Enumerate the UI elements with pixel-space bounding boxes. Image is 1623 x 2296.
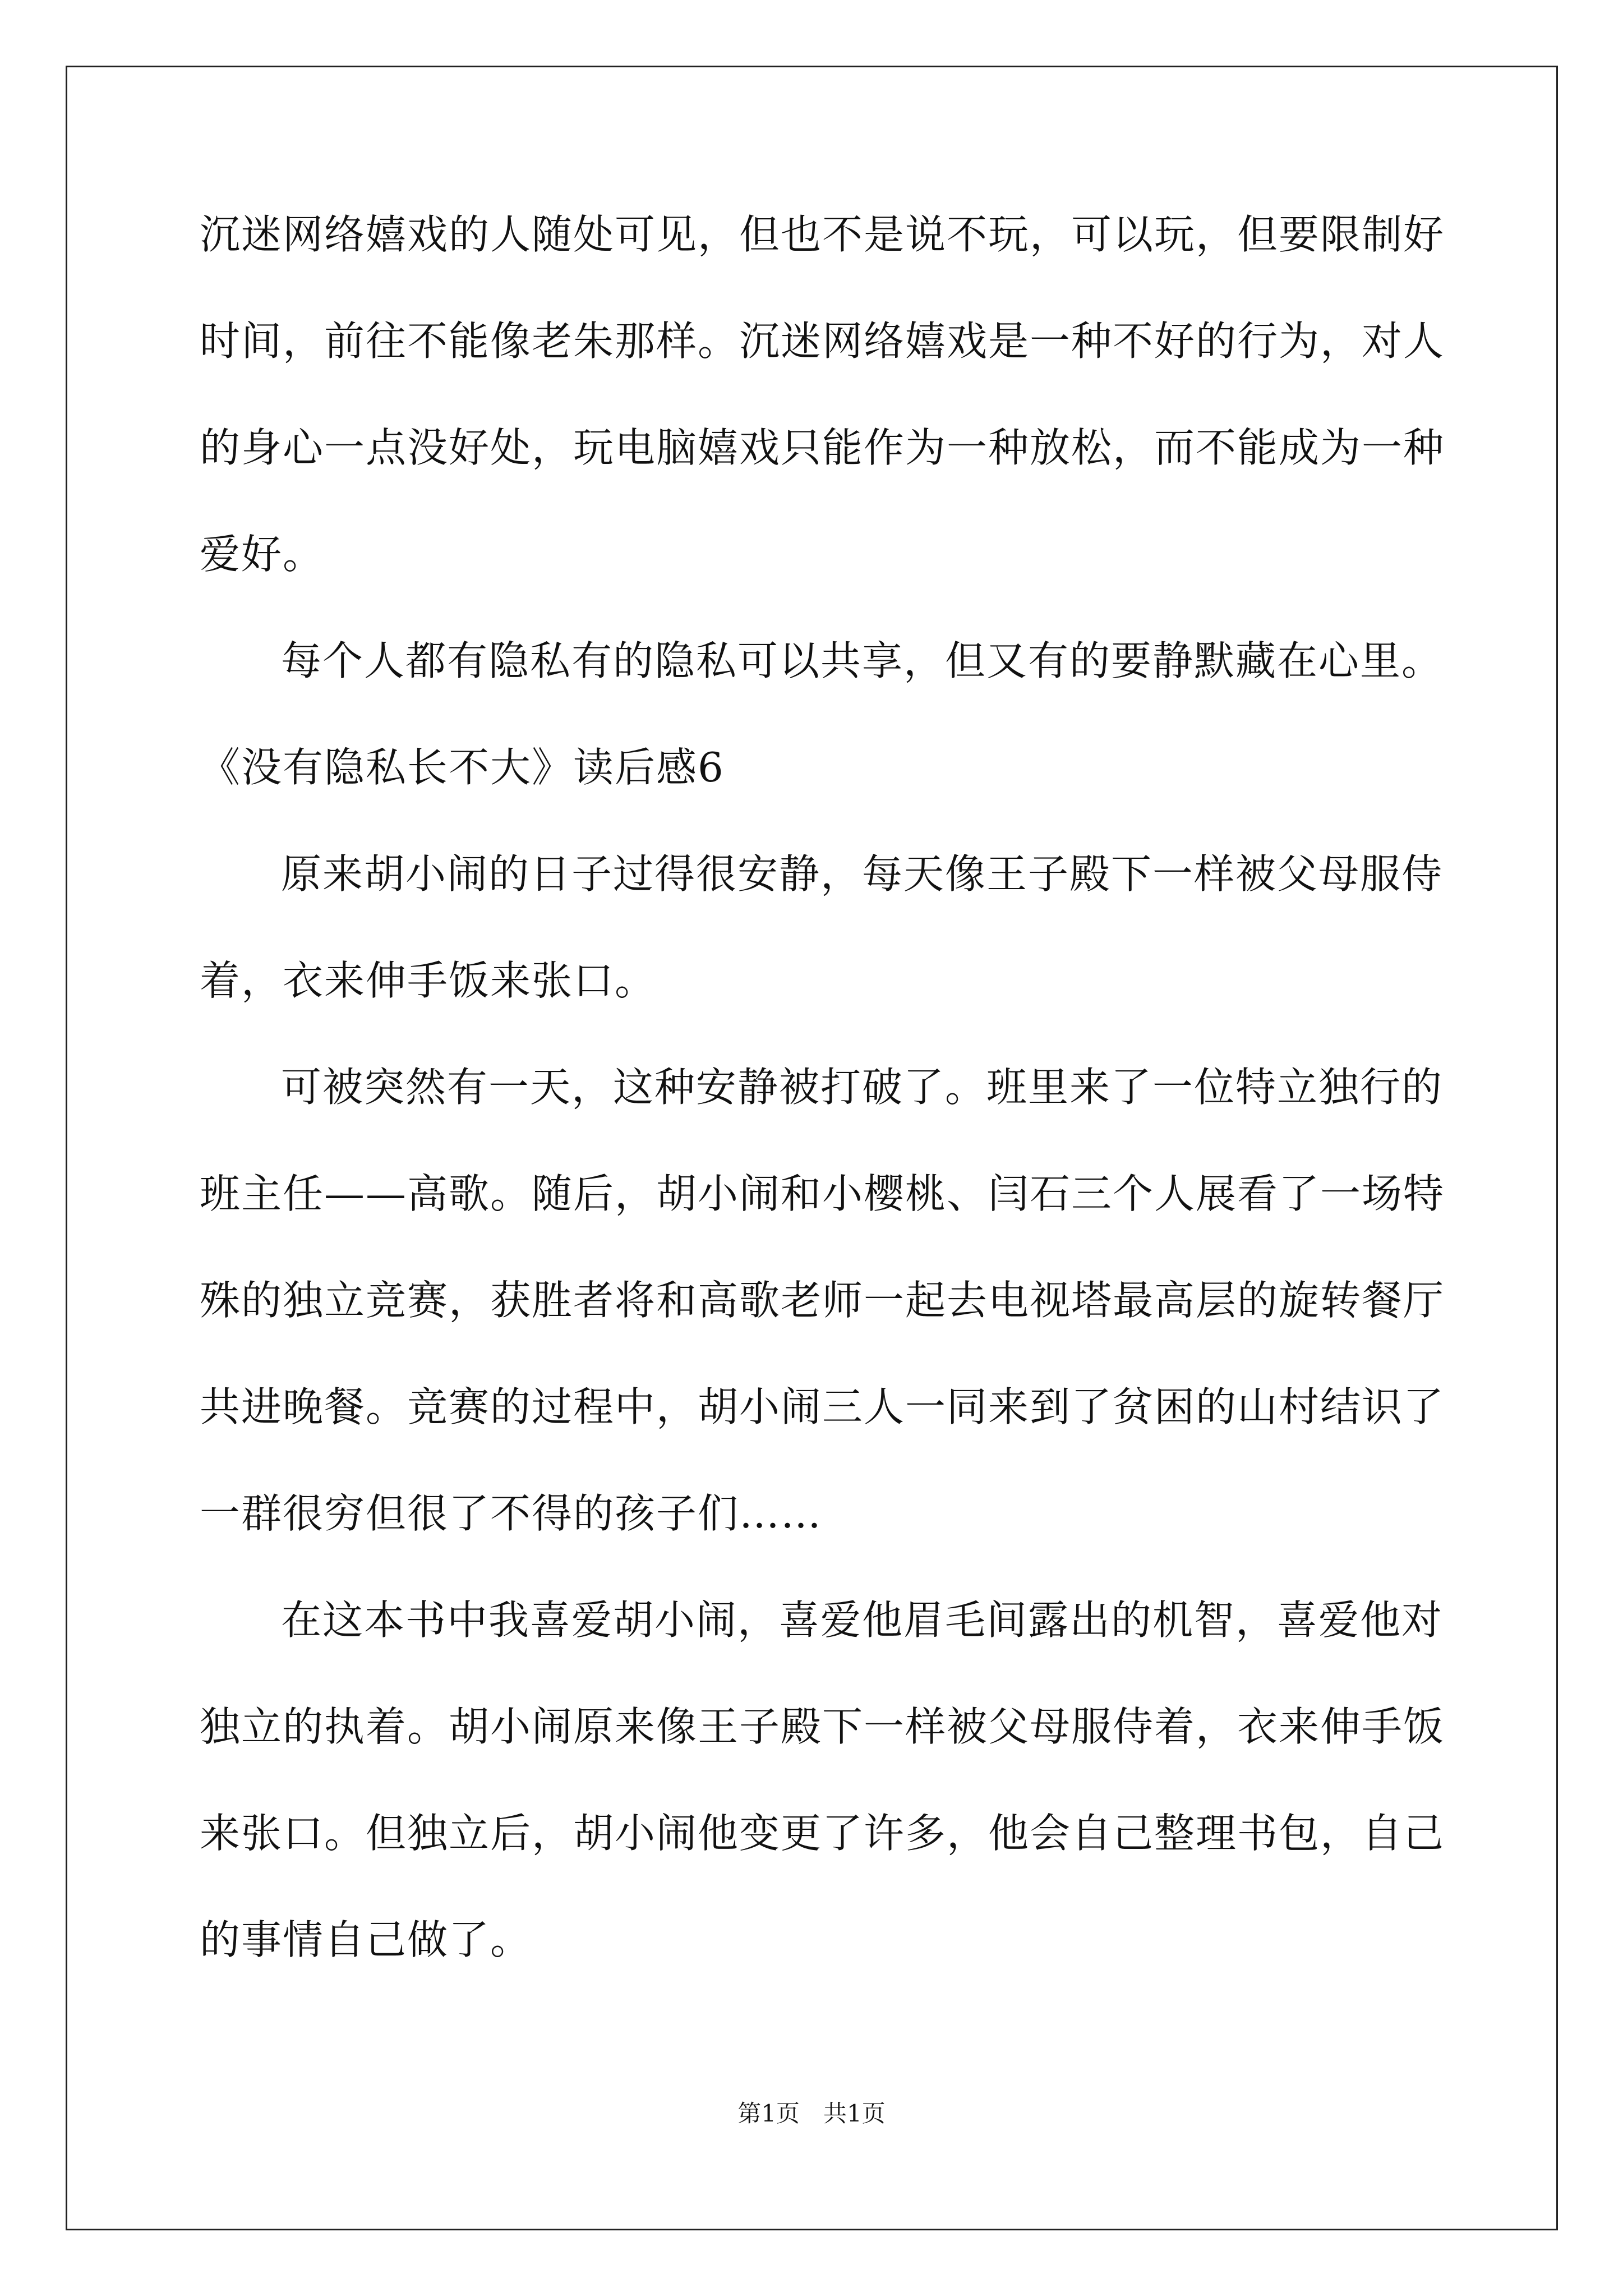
text-line: 每个人都有隐私有的隐私可以共享，但又有的要静默藏在心里。 — [281, 637, 1444, 684]
page-number-footer: 第1页 共1页 — [737, 2100, 886, 2127]
text-line: 在这本书中我喜爱胡小闹，喜爱他眉毛间露出的机智，喜爱他对 — [281, 1596, 1444, 1644]
text-line: 一群很穷但很了不得的孩子们…… — [200, 1490, 823, 1537]
section-heading: 《没有隐私长不大》读后感6 — [200, 744, 725, 791]
text-line: 的身心一点没好处，玩电脑嬉戏只能作为一种放松，而不能成为一种 — [200, 424, 1445, 471]
text-line: 班主任——高歌。随后，胡小闹和小樱桃、闫石三个人展看了一场特 — [200, 1170, 1445, 1217]
text-line: 沉迷网络嬉戏的人随处可见，但也不是说不玩，可以玩，但要限制好 — [200, 211, 1445, 258]
text-line: 爱好。 — [200, 531, 325, 578]
text-line: 时间，前往不能像老朱那样。沉迷网络嬉戏是一种不好的行为，对人 — [200, 318, 1445, 365]
text-line: 原来胡小闹的日子过得很安静，每天像王子殿下一样被父母服侍 — [281, 850, 1444, 898]
text-line: 共进晚餐。竞赛的过程中，胡小闹三人一同来到了贫困的山村结识了 — [200, 1383, 1445, 1430]
page-border — [66, 66, 1558, 2230]
text-line: 着，衣来伸手饭来张口。 — [200, 957, 657, 1004]
text-line: 独立的执着。胡小闹原来像王子殿下一样被父母服侍着，衣来伸手饭 — [200, 1703, 1445, 1750]
text-line: 的事情自己做了。 — [200, 1916, 532, 1963]
text-line: 来张口。但独立后，胡小闹他变更了许多，他会自己整理书包，自己 — [200, 1810, 1445, 1857]
text-line: 殊的独立竞赛，获胜者将和高歌老师一起去电视塔最高层的旋转餐厅 — [200, 1277, 1445, 1324]
text-line: 可被突然有一天，这种安静被打破了。班里来了一位特立独行的 — [281, 1064, 1444, 1111]
